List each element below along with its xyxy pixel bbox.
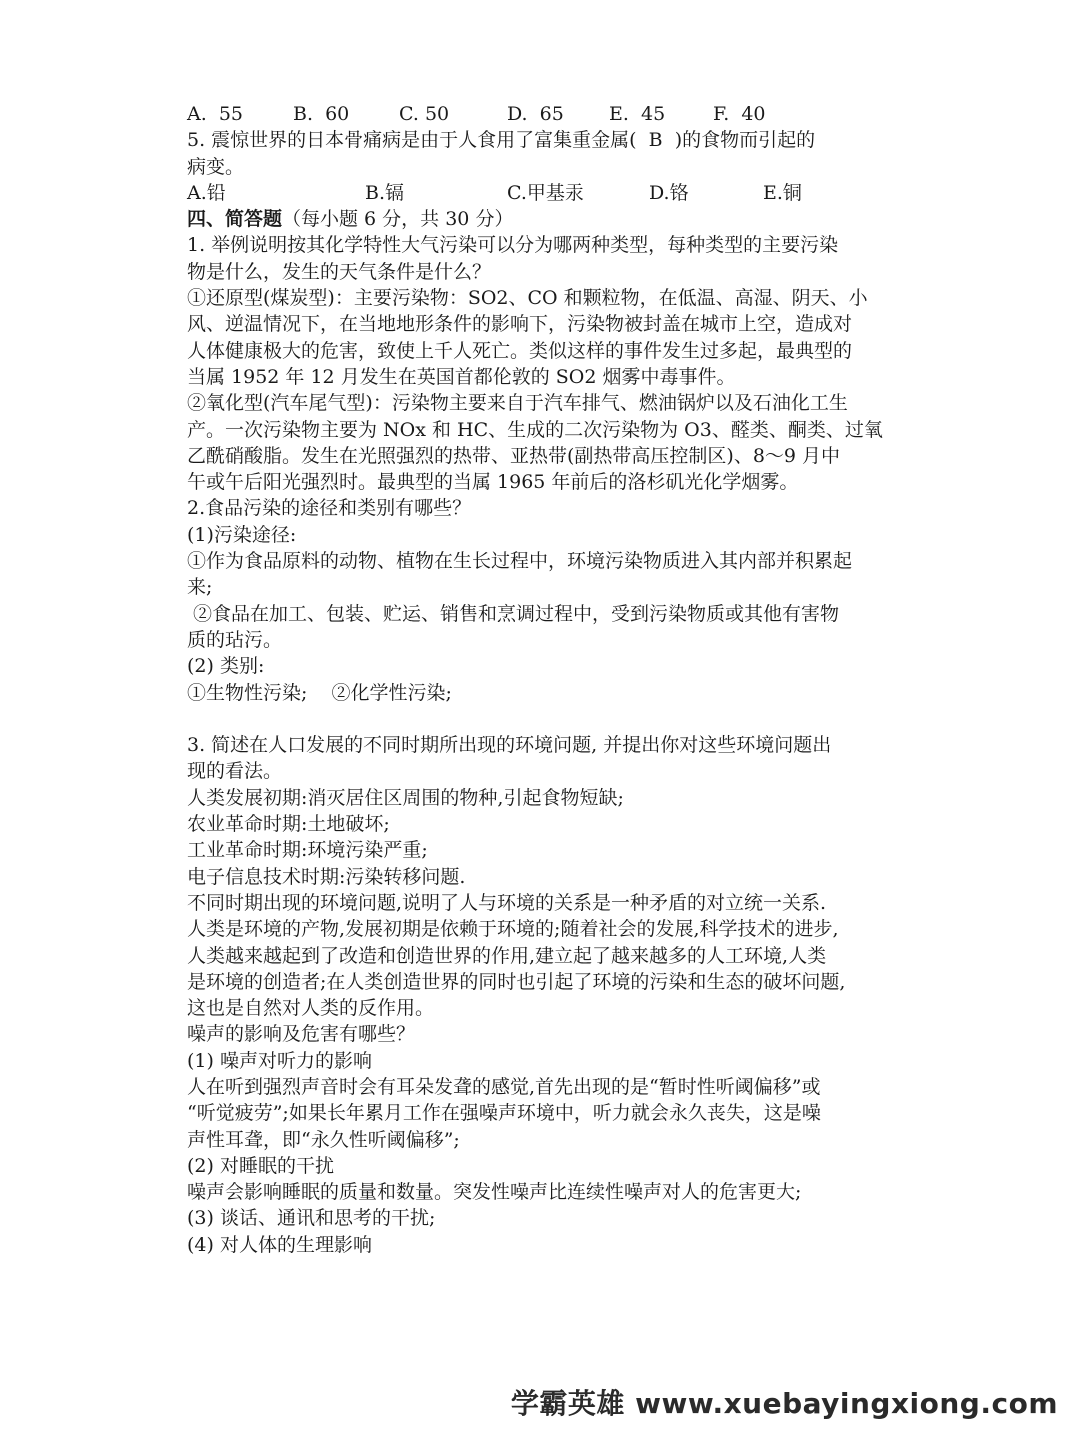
- text-line: (4) 对人体的生理影响: [187, 1233, 372, 1256]
- q4-option-e: E. 45: [609, 103, 666, 125]
- text-line: 风、逆温情况下，在当地地形条件的影响下，污染物被封盖在城市上空，造成对: [187, 313, 853, 336]
- text-line: (3) 谈话、通讯和思考的干扰;: [187, 1207, 436, 1230]
- q4-option-f: F. 40: [713, 103, 766, 125]
- q5-stem-line1: 5. 震惊世界的日本骨痛病是由于人食用了富集重金属( B )的食物而引起的: [187, 129, 816, 152]
- text-line: ②氧化型(汽车尾气型)：污染物主要来自于汽车排气、燃油锅炉以及石油化工生: [187, 392, 848, 415]
- text-line: “听觉疲劳”;如果长年累月工作在强噪声环境中，听力就会永久丧失，这是噪: [187, 1102, 821, 1125]
- section-note: （每小题 6 分，共 30 分）: [282, 208, 514, 231]
- text-line: ②食品在加工、包装、贮运、销售和烹调过程中，受到污染物质或其他有害物: [187, 602, 840, 625]
- text-line: 人类是环境的产物,发展初期是依赖于环境的;随着社会的发展,科学技术的进步,: [187, 918, 839, 941]
- q5-option-a: A.铅: [187, 181, 226, 204]
- text-line: 是环境的创造者;在人类创造世界的同时也引起了环境的污染和生态的破坏问题,: [187, 970, 846, 993]
- q4-option-a: A. 55: [187, 103, 244, 125]
- text-line: 人类越来越起到了改造和创造世界的作用,建立起了越来越多的人工环境,人类: [187, 944, 827, 967]
- text-line: ①生物性污染; ②化学性污染;: [187, 681, 452, 704]
- text-line: 不同时期出现的环境问题,说明了人与环境的关系是一种矛盾的对立统一关系.: [187, 891, 827, 914]
- text-line: 乙酰硝酸脂。发生在光照强烈的热带、亚热带(副热带高压控制区)、8～9 月中: [187, 444, 841, 467]
- answer-body: [187, 232, 907, 1258]
- q5-options: [187, 180, 907, 206]
- text-line: 当属 1952 年 12 月发生在英国首都伦敦的 SO2 烟雾中毒事件。: [187, 365, 736, 388]
- text-line: 1. 举例说明按其化学特性大气污染可以分为哪两种类型，每种类型的主要污染: [187, 234, 839, 257]
- document-page: [187, 101, 907, 1258]
- q4-option-c: C. 50: [399, 103, 450, 125]
- text-line: 质的玷污。: [187, 628, 283, 651]
- text-line: 声性耳聋，即“永久性听阈偏移”;: [187, 1128, 460, 1151]
- q5-stem-line2: 病变。: [187, 155, 245, 178]
- text-line: 来;: [187, 576, 213, 599]
- q4-options: [187, 101, 907, 127]
- text-line: 噪声会影响睡眠的质量和数量。突发性噪声比连续性噪声对人的危害更大;: [187, 1181, 802, 1204]
- text-line: 农业革命时期:土地破坏;: [187, 813, 390, 836]
- text-line: 人体健康极大的危害，致使上千人死亡。类似这样的事件发生过多起，最典型的: [187, 339, 853, 362]
- q5-option-e: E.铜: [763, 181, 802, 204]
- q5-option-c: C.甲基汞: [507, 181, 584, 204]
- text-line: 3. 简述在人口发展的不同时期所出现的环境问题, 并提出你对这些环境问题出: [187, 734, 832, 757]
- text-line: 这也是自然对人类的反作用。: [187, 997, 435, 1020]
- text-line: ①作为食品原料的动物、植物在生长过程中，环境污染物质进入其内部并积累起: [187, 550, 853, 573]
- text-line: (1) 噪声对听力的影响: [187, 1049, 372, 1072]
- q4-option-d: D. 65: [507, 103, 564, 125]
- text-line: [187, 706, 907, 732]
- text-line: 物是什么，发生的天气条件是什么？: [187, 260, 492, 283]
- section-title: 四、简答题: [187, 208, 283, 231]
- text-line: 人在听到强烈声音时会有耳朵发聋的感觉,首先出现的是“暂时性听阈偏移”或: [187, 1075, 821, 1098]
- text-line: (2) 类别:: [187, 655, 265, 678]
- text-line: (2) 对睡眠的干扰: [187, 1154, 334, 1177]
- site-watermark: 学霸英雄 www.xuebayingxiong.com: [510, 1387, 1058, 1420]
- text-line: 电子信息技术时期:污染转移问题.: [187, 865, 466, 888]
- text-line: 人类发展初期:消灭居住区周围的物种,引起食物短缺;: [187, 786, 624, 809]
- text-line: (1)污染途径:: [187, 523, 297, 546]
- text-line: 产。一次污染物主要为 NOx 和 HC、生成的二次污染物为 O3、醛类、酮类、过氧: [187, 418, 883, 441]
- text-line: 现的看法。: [187, 760, 283, 783]
- text-line: 2.食品污染的途径和类别有哪些？: [187, 497, 472, 520]
- q5-option-b: B.镉: [365, 181, 405, 204]
- section-heading: [187, 206, 907, 232]
- q5-option-d: D.铬: [649, 181, 689, 204]
- q4-option-b: B. 60: [293, 103, 350, 125]
- text-line: 工业革命时期:环境污染严重;: [187, 839, 428, 862]
- text-line: ①还原型(煤炭型)：主要污染物：SO2、CO 和颗粒物，在低温、高湿、阴天、小: [187, 287, 868, 310]
- text-line: 噪声的影响及危害有哪些？: [187, 1023, 416, 1046]
- text-line: 午或午后阳光强烈时。最典型的当属 1965 年前后的洛杉矶光化学烟雾。: [187, 471, 799, 494]
